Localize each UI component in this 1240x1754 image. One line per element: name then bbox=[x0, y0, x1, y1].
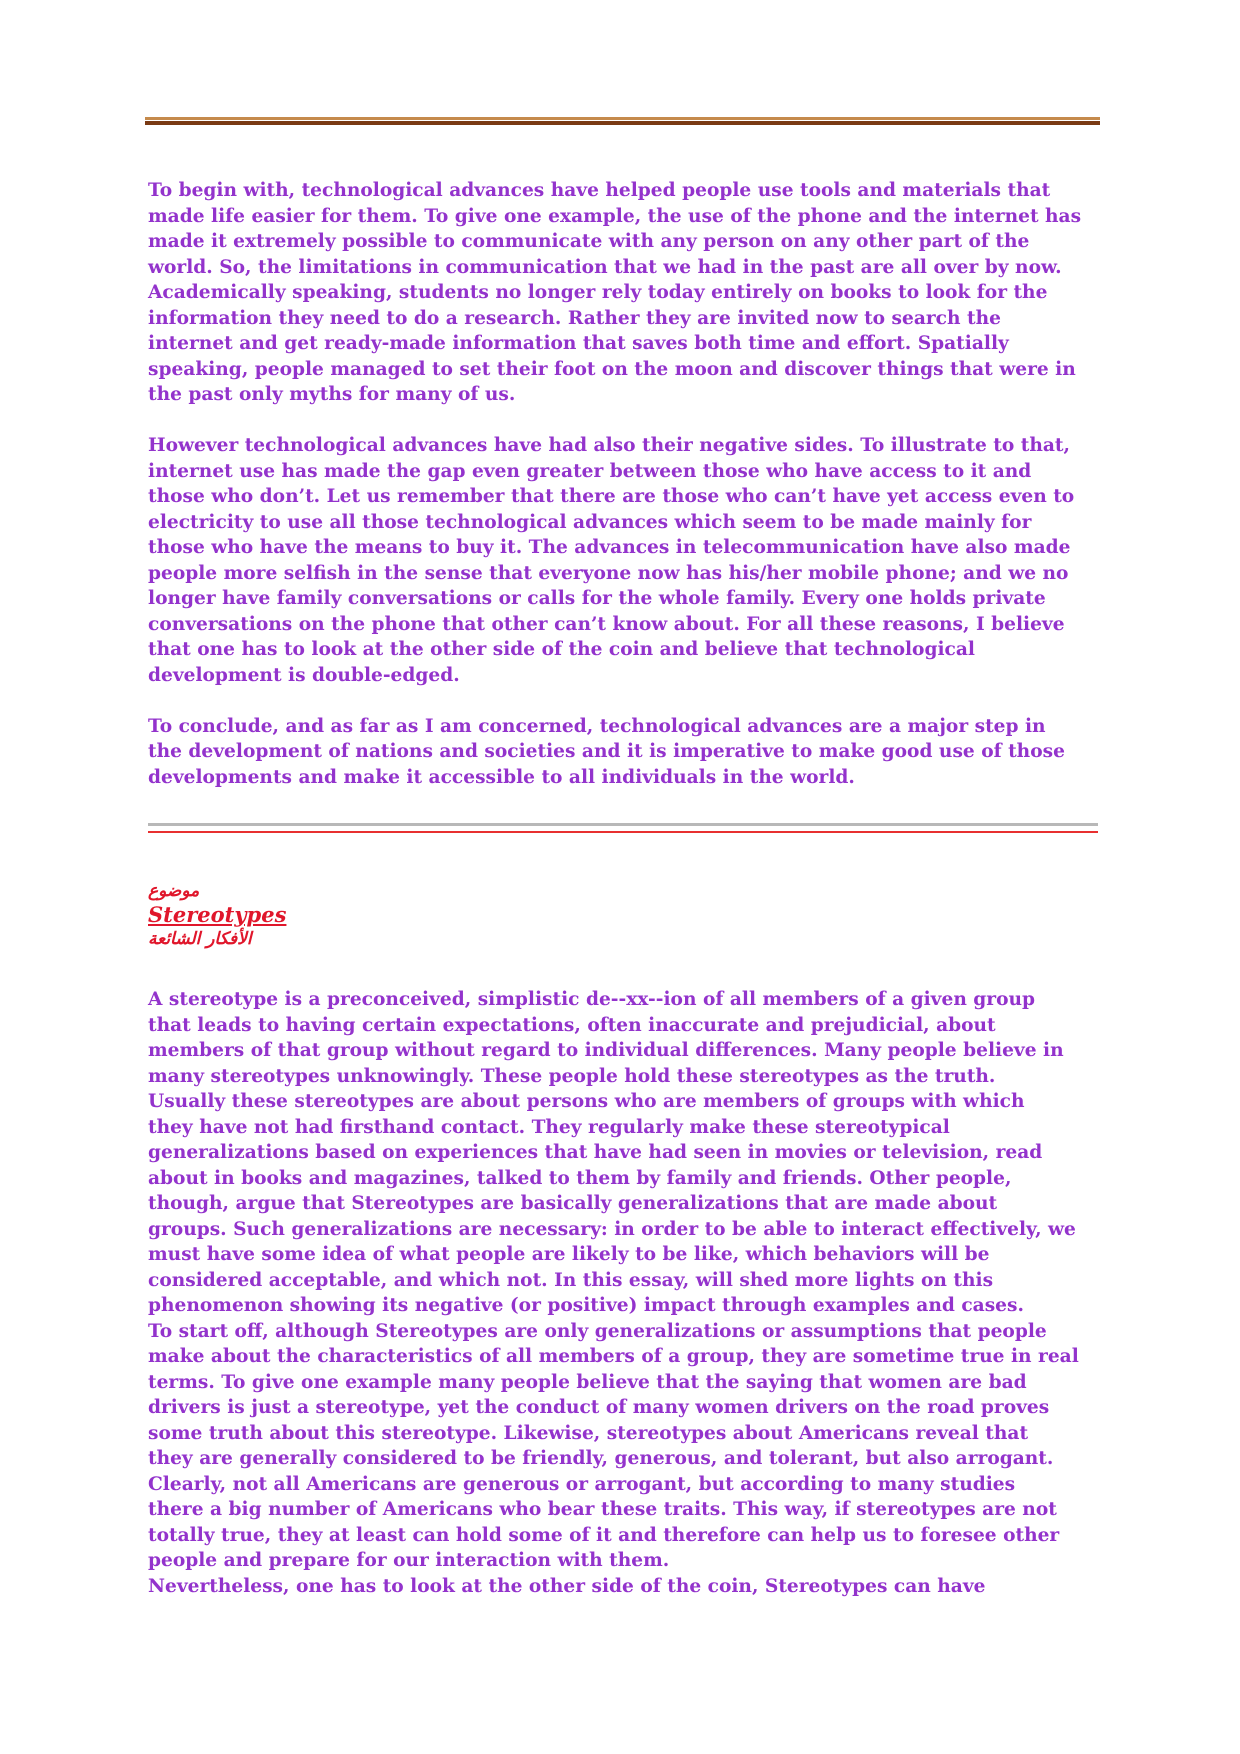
top-divider bbox=[145, 117, 1100, 125]
paragraph-technology-1: To begin with, technological advances have helped people use tools and materials that made life easier for them. To give one example, the use of the phone and the internet has made it extremely possible to communicate with any person on any other part of the world. So, the limitations in communication that we had in the past are all over by now. Academically speaking, students no longer rely today entirely on books to look for the information they need to do a research. Rather they are invited now to search the internet and get ready-made information that saves both time and effort. Spatially speaking, people managed to set their foot on the moon and discover things that were in the past only myths for many of us. bbox=[148, 180, 1082, 405]
top-divider-dark bbox=[145, 121, 1100, 125]
section-divider-grey bbox=[148, 823, 1098, 826]
paragraph-technology-3: To conclude, and as far as I am concerned, technological advances are a major step in the development of nations and societies and it is imperative to make good use of those developments and make it accessible to all individuals in the world. bbox=[148, 715, 1065, 788]
top-divider-light bbox=[145, 117, 1100, 120]
paragraph-stereotypes-1: A stereotype is a preconceived, simplistic de--xx--ion of all members of a given group that leads to having certain expectations, often inaccurate and prejudicial, about members of that group without regard to individual differences. Many people believe in many stereotypes unknowingly. These people hold these stereotypes as the truth. Usually these stereotypes are about persons who are members of groups with which they have not had firsthand contact. They regularly make these stereotypical generalizations based on experiences that have had seen in movies or television, read about in books and magazines, talked to them by family and friends. Other people, though, argue that Stereotypes are basically generalizations that are made about groups. Such generalizations are necessary: in order to be able to interact effectively, we must have some idea of what people are likely to be like, which behaviors will be considered acceptable, and which not. In this essay, will shed more lights on this phenomenon showing its negative (or positive) impact through examples and cases. To start off, although Stereotypes are only generalizations or assumptions that people make about the characteristics of all members of a group, they are sometime true in real terms. To give one example many people believe that the saying that women are bad drivers is just a stereotype, yet the conduct of many women drivers on the road proves some truth about this stereotype. Likewise, stereotypes about Americans reveal that they are generally considered to be friendly, generous, and tolerant, but also arrogant. Clearly, not all Americans are generous or arrogant, but according to many studies there a big number of Americans who bear these traits. This way, if stereotypes are not totally true, they at least can hold some of it and therefore can help us to foresee other people and prepare for our interaction with them. Nevertheless, one has to look at the other side of the coin, Stereotypes can have bbox=[148, 989, 1079, 1597]
heading-arabic-bottom: الأفكار الشائعة bbox=[148, 929, 252, 949]
essay-stereotypes bbox=[148, 987, 1103, 1599]
section-divider bbox=[148, 823, 1098, 833]
essay-technology bbox=[148, 178, 1103, 790]
section-divider-red bbox=[148, 831, 1098, 833]
section-heading bbox=[148, 880, 548, 950]
heading-arabic-top: موضوع bbox=[148, 881, 200, 901]
heading-title: Stereotypes bbox=[148, 902, 287, 927]
paragraph-technology-2: However technological advances have had also their negative sides. To illustrate to that, internet use has made the gap even greater between those who have access to it and those who don’t. Let us remember that there are those who can’t have yet access even to electricity to use all those technological advances which seem to be made mainly for those who have the means to buy it. The advances in telecommunication have also made people more selfish in the sense that everyone now has his/her mobile phone; and we no longer have family conversations or calls for the whole family. Every one holds private conversations on the phone that other can’t know about. For all these reasons, I believe that one has to look at the other side of the coin and believe that technological development is double-edged. bbox=[148, 435, 1075, 686]
